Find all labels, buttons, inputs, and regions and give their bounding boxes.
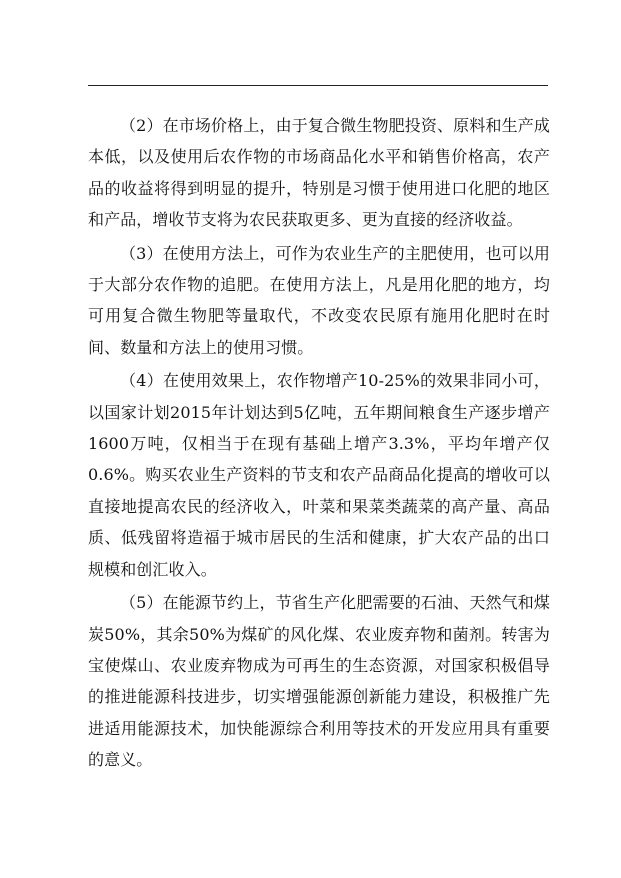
paragraph-usage-effect: （4）在使用效果上，农作物增产10-25%的效果非同小可，以国家计划2015年计划达到5亿吨，五年期间粮食生产逐步增产1600万吨，仅相当于在现有基础上增产3.3%，平均年增产仅0.6%。购买农业生产资料的节支和农产品商品化提高的增收可以直接地提高农民的经济收入，叶菜和果菜类蔬菜的高产量、高品质、低残留将造福于城市居民的生活和健康，扩大农产品的出口规模和创汇收入。 [88,371,550,579]
paragraph-energy-saving: （5）在能源节约上，节省生产化肥需要的石油、天然气和煤炭50%，其余50%为煤矿的风化煤、农业废弃物和菌剂。转害为宝使煤山、农业废弃物成为可再生的生态资源，对国家积极倡导的推进能源科技进步，切实增强能源创新能力建设，积极推广先进适用能源技术，加快能源综合利用等技术的开发应用具有重要的意义。 [88,593,550,770]
header-divider [88,85,548,86]
document-body [88,110,550,778]
paragraph-usage-method: （3）在使用方法上，可作为农业生产的主肥使用，也可以用于大部分农作物的追肥。在使用方法上，凡是用化肥的地方，均可用复合微生物肥等量取代，不改变农民原有施用化肥时在时间、数量和方法上的使用习惯。 [88,243,550,357]
paragraph-market-price: （2）在市场价格上，由于复合微生物肥投资、原料和生产成本低，以及使用后农作物的市场商品化水平和销售价格高，农产品的收益将得到明显的提升，特别是习惯于使用进口化肥的地区和产品，增收节支将为农民获取更多、更为直接的经济收益。 [88,116,550,230]
